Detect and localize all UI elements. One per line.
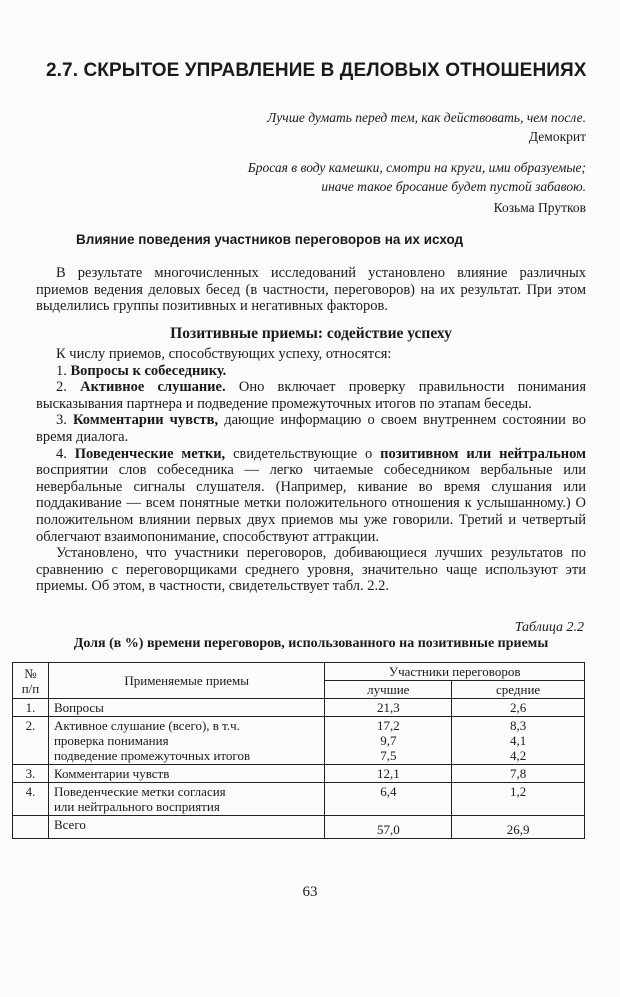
chapter-title: 2.7. СКРЫТОЕ УПРАВЛЕНИЕ В ДЕЛОВЫХ ОТНОШЕНИЯХ bbox=[46, 60, 587, 81]
section-title: Влияние поведения участников переговоров на их исход bbox=[76, 232, 464, 247]
table-row: 1. Вопросы 21,3 2,6 bbox=[13, 699, 585, 717]
epigraph-author: Козьма Прутков bbox=[493, 200, 586, 215]
list-item: 4. Поведенческие метки, свидетельствующие о позитивном или нейтральном восприятии слов собеседника — легко читаемые собеседником вербальные или невербальные сигналы слушателя. (Например, кивание во время слушания или поддакивание — всем понятные метки положительного отношения к услышанному.) О положительном влиянии первых двух приемов мы уже говорили. Третий и четвертый облегчают взаимопонимание, способствуют аттракции. bbox=[36, 445, 586, 545]
table-caption: Таблица 2.2 bbox=[514, 620, 584, 635]
conclusion-paragraph: Установлено, что участники переговоров, добивающиеся лучших результатов по сравнению с переговорщиками среднего уровня, значительно чаще используют эти приемы. Об этом, в частности, свидетельствует табл. 2.2. bbox=[36, 545, 586, 595]
epigraph-author: Демокрит bbox=[528, 129, 586, 144]
table-row: 3. Комментарии чувств 12,1 7,8 bbox=[13, 765, 585, 783]
list-item: 2. Активное слушание. Оно включает проверку правильности понимания высказывания партнера и подведение промежуточных итогов по этапам беседы. bbox=[36, 379, 586, 412]
data-table bbox=[12, 662, 585, 839]
header-method: Применяемые приемы bbox=[48, 663, 324, 699]
header-average: средние bbox=[452, 681, 585, 699]
header-num: № п/п bbox=[13, 663, 49, 699]
table-row-total: Всего 57,0 26,9 bbox=[13, 816, 585, 839]
epigraph-quote: Бросая в воду камешки, смотри на круги, ими образуемые; bbox=[247, 160, 586, 175]
table-row: 2. Активное слушание (всего), в т.ч. проверка понимания подведение промежуточных итогов 17,2 9,7 7,5 8,3 4,1 4,2 bbox=[13, 717, 585, 765]
list-intro: К числу приемов, способствующих успеху, относятся: bbox=[56, 346, 392, 362]
epigraph-quote: Лучше думать перед тем, как действовать, чем после. bbox=[267, 110, 586, 125]
table-row: 4. Поведенческие метки согласия или нейтрального восприятия 6,4 1,2 bbox=[13, 783, 585, 816]
list-item: 1. Вопросы к собеседнику. bbox=[56, 362, 227, 379]
list-item: 3. Комментарии чувств, дающие информацию о своем внутреннем состоянии во время диалога. bbox=[36, 412, 586, 445]
table-title: Доля (в %) времени переговоров, использованного на позитивные приемы bbox=[73, 636, 549, 651]
page-number: 63 bbox=[302, 884, 318, 900]
epigraph-1 bbox=[267, 108, 586, 146]
subsection-title: Позитивные приемы: содействие успеху bbox=[170, 325, 452, 342]
header-participants: Участники переговоров bbox=[325, 663, 585, 681]
epigraph-2 bbox=[248, 158, 586, 217]
epigraph-quote: иначе такое бросание будет пустой забавою. bbox=[321, 179, 586, 194]
header-best: лучшие bbox=[325, 681, 452, 699]
positive-list bbox=[36, 346, 586, 595]
intro-paragraph: В результате многочисленных исследований установлено влияние различных приемов ведения деловых бесед (в частности, переговоров) на их результат. При этом выделились группы позитивных и негативных факторов. bbox=[36, 265, 586, 315]
